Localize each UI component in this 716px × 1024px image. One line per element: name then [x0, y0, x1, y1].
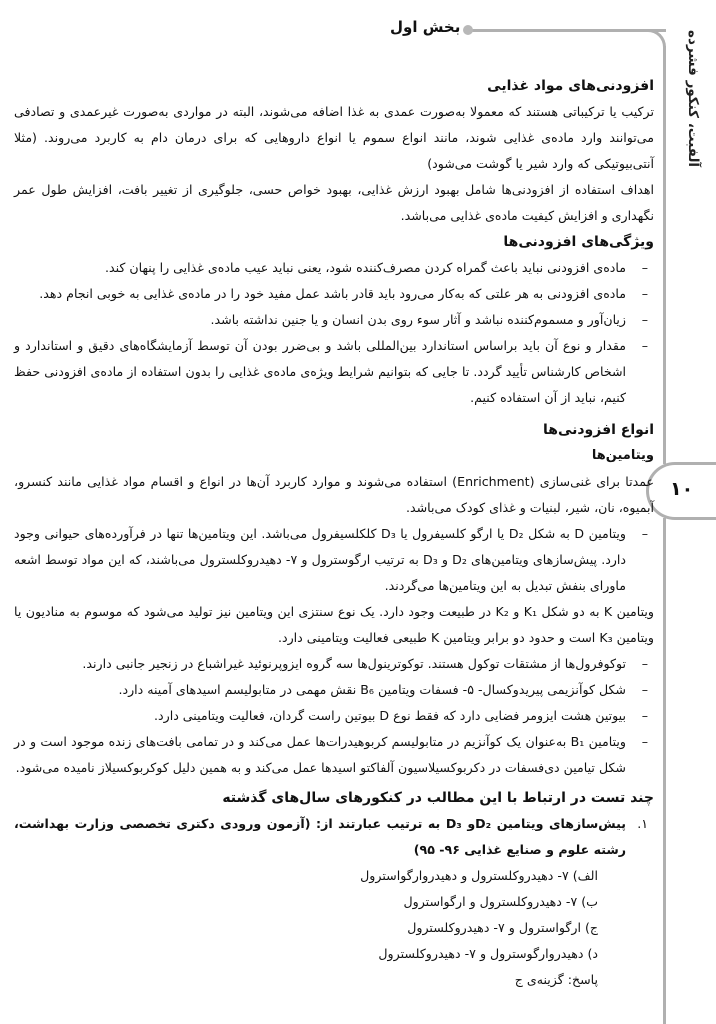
- vitamin-d-list: [14, 521, 654, 599]
- page-content: [14, 73, 654, 993]
- section-title-features: ویژگی‌های افزودنی‌ها: [503, 234, 654, 250]
- list-item: – مقدار و نوع آن باید براساس استاندارد بین‌المللی باشد و بی‌ضرر بودن آن توسط آزمایشگاه‌های دقیق و استاندارد و اشخاص کارشناس تأیید گردد. تا جایی که بتوانیم شرایط ویژه‌ی ماده‌ی غذایی را بدون استفاده از ماده‌ی افزودنی حفظ کنیم، نباید از آن استفاده کنیم.: [14, 333, 626, 411]
- option-c: ج) ارگواسترول و ۷- دهیدروکلسترول: [407, 920, 598, 935]
- list-item: – زیان‌آور و مسموم‌کننده نباشد و آثار سوء روی بدن انسان و یا جنین نداشته باشد.: [14, 307, 626, 333]
- question-number: ۱.: [637, 816, 648, 831]
- side-rule-lower: [663, 518, 666, 1024]
- list-item: – ماده‌ی افزودنی نباید باعث گمراه کردن مصرف‌کننده شود، یعنی نباید عیب ماده‌ی غذایی را پنهان کند.: [14, 255, 626, 281]
- question-answer: پاسخ: گزینه‌ی ج: [514, 972, 598, 987]
- side-rule: [663, 46, 666, 464]
- chapter-title: بخش اول: [390, 18, 461, 36]
- paragraph-vitamin-k: ویتامین K به دو شکل K₁ و K₂ در طبیعت وجود دارد. یک نوع سنتزی این ویتامین نیز تولید می‌شود که موسوم به منادیون یا ویتامین K₃ است و حدود دو برابر ویتامین K طبیعی فعالیت ویتامینی دارد.: [14, 604, 654, 645]
- paragraph-vitamins-intro: عمدتا برای غنی‌سازی (Enrichment) استفاده می‌شوند و موارد کاربرد آن‌ها در انواع و اقسام مواد غذایی مانند کنسرو، آبمیوه، نان، شیر، لبنیات و غذای کودک می‌باشد.: [14, 474, 654, 515]
- option-a: الف) ۷- دهیدروکلسترول و دهیدروارگواسترول: [360, 868, 598, 883]
- features-list: [14, 255, 654, 411]
- paragraph-additives-definition: ترکیب یا ترکیباتی هستند که معمولا به‌صورت عمدی به غذا اضافه می‌شوند، البته در مواردی به‌صورت غیرعمدی و تصادفی می‌توانند وارد ماده‌ی غذایی شوند، مانند انواع سموم یا انواع داروهایی که برای درمان دام به کاربرد می‌روند. (مثلا آنتی‌بیوتیکی که وارد شیر یا گوشت می‌شود): [14, 104, 654, 171]
- section-title-tests: چند تست در ارتباط با این مطالب در کنکورهای سال‌های گذشته: [222, 790, 654, 806]
- header-rule: [470, 29, 666, 32]
- section-title-additives: افزودنی‌های مواد غذایی: [487, 78, 654, 94]
- list-item: – توکوفرول‌ها از مشتقات توکول هستند. توکوترینول‌ها سه گروه ایزوپرنوئید غیراشباع در زنجیر جانبی دارند.: [14, 651, 626, 677]
- option-d: د) دهیدروارگوسترول و ۷- دهیدروکلسترول: [378, 946, 598, 961]
- page-number: ۱۰: [670, 478, 694, 500]
- question-1: [14, 811, 654, 863]
- question-text: پیش‌سازهای ویتامین D₂و D₃ به ترتیب عبارتند از: (آزمون ورودی دکتری تخصصی وزارت بهداشت، رشته علوم و صنایع غذایی ۹۶- ۹۵): [14, 816, 626, 857]
- list-item: – ویتامین D به شکل D₂ یا ارگو کلسیفرول یا D₃ کلکلسیفرول می‌باشد. این ویتامین‌ها تنها در فرآورده‌های حیوانی وجود دارد. پیش‌سازهای ویتامین‌های D₂ و D₃ به ترتیب ارگوسترول و ۷- دهیدروکلسترول می‌باشند، که این مواد توسط اشعه ماورای بنفش تبدیل به این ویتامین‌ها می‌گردند.: [14, 521, 626, 599]
- header-rule-dot: [463, 25, 473, 35]
- side-book-label: آلفبت، کنکور فشرده: [685, 30, 701, 168]
- list-item: – بیوتین هشت ایزومر فضایی دارد که فقط نوع D بیوتین راست گردان، فعالیت ویتامینی دارد.: [14, 703, 626, 729]
- list-item: – ماده‌ی افزودنی به هر علتی که به‌کار می‌رود باید قادر باشد عمل مفید خود را در ماده‌ی غذایی به خوبی انجام دهد.: [14, 281, 626, 307]
- subsection-title-vitamins: ویتامین‌ها: [591, 448, 654, 463]
- option-b: ب) ۷- دهیدروکلسترول و ارگواسترول: [403, 894, 598, 909]
- question-options: [14, 863, 654, 967]
- vitamins-other-list: [14, 651, 654, 781]
- section-title-types: انواع افزودنی‌ها: [542, 422, 654, 438]
- list-item: – شکل کوآنزیمی پیریدوکسال- ۵- فسفات ویتامین B₆ نقش مهمی در متابولیسم اسیدهای آمینه دارد.: [14, 677, 626, 703]
- list-item: – ویتامین B₁ به‌عنوان یک کوآنزیم در متابولیسم کربوهیدرات‌ها عمل می‌کند و در تمامی بافت‌های زنده موجود است و در شکل تیامین دی‌فسفات در دکربوکسیلاسیون آلفاکتو اسیدها عمل می‌کند و به همین دلیل کوکربوکسیلاز نامیده می‌شود.: [14, 729, 626, 781]
- paragraph-additives-goals: اهداف استفاده از افزودنی‌ها شامل بهبود ارزش غذایی، بهبود خواص حسی، جلوگیری از تغییر بافت، افزایش طول عمر نگهداری و افزایش کیفیت ماده‌ی غذایی می‌باشد.: [14, 182, 654, 223]
